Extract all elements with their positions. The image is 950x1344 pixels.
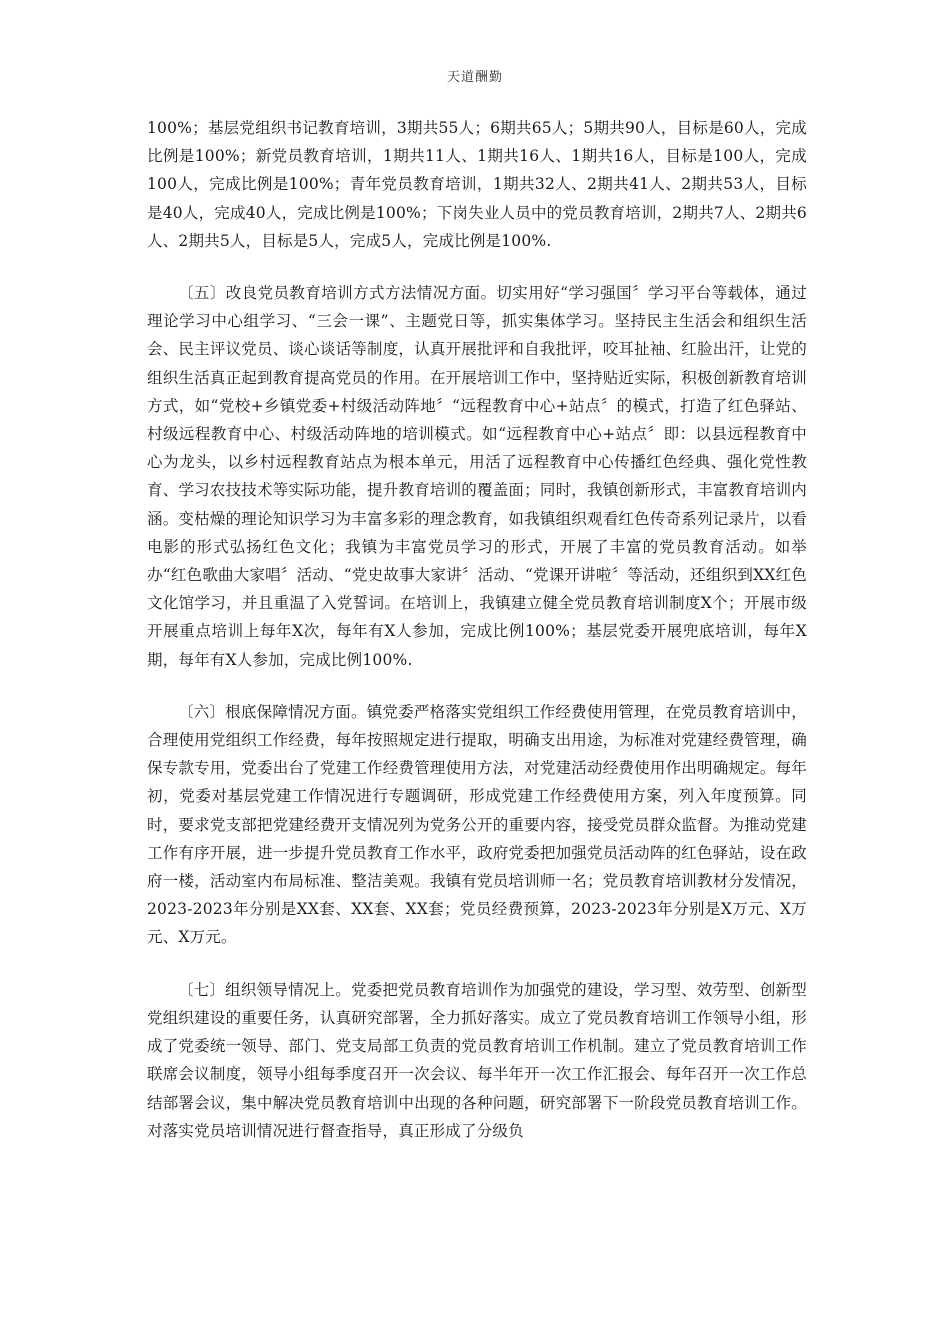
paragraph-training-statistics: 100%；基层党组织书记教育培训，3期共55人；6期共65人；5期共90人，目标是60人，完成比例是100%；新党员教育培训，1期共11人、1期共16人、1期共16人，目标是100人，完成100人，完成比例是100%；青年党员教育培训，1期共32人、2期共41人、2期共53人，目标是40人，完成40人，完成比例是100%；下岗失业人员中的党员教育培训，2期共7人、2期共6人、2期共5人，目标是5人，完成5人，完成比例是100%. xyxy=(147,119,807,250)
paragraph-section-5-training-methods: 〔五〕改良党员教育培训方式方法情况方面。切实用好“学习强国〞学习平台等载体，通过理论学习中心组学习、“三会一课”、主题党日等，抓实集体学习。坚持民主生活会和组织生活会、民主评议党员、谈心谈话等制度，认真开展批评和自我批评，咬耳扯袖、红脸出汗，让党的组织生活真正起到教育提高党员的作用。在开展培训工作中，坚持贴近实际，积极创新教育培训方式，如“党校+乡镇党委+村级活动阵地〞“远程教育中心+站点〞的模式，打造了红色驿站、村级远程教育中心、村级活动阵地的培训模式。如“远程教育中心+站点〞即：以县远程教育中心为龙头，以乡村远程教育站点为根本单元，用活了远程教育中心传播红色经典、强化党性教育、学习农技技术等实际功能，提升教育培训的覆盖面；同时，我镇创新形式，丰富教育培训内涵。变枯燥的理论知识学习为丰富多彩的理念教育，如我镇组织观看红色传奇系列记录片，以看电影的形式弘扬红色文化；我镇为丰富党员学习的形式，开展了丰富的党员教育活动。如举办“红色歌曲大家唱〞活动、“党史故事大家讲〞活动、“党课开讲啦〞等活动，还组织到XX红色文化馆学习，并且重温了入党誓词。在培训上，我镇建立健全党员教育培训制度X个；开展市级开展重点培训上每年X次，每年有X人参加，完成比例100%；基层党委开展兜底培训，每年X期，每年有X人参加，完成比例100%. xyxy=(147,284,807,669)
document-body xyxy=(147,114,807,1169)
paragraph-section-6-basic-guarantee: 〔六〕根底保障情况方面。镇党委严格落实党组织工作经费使用管理，在党员教育培训中，合理使用党组织工作经费，每年按照规定进行提取，明确支出用途，为标准对党建经费管理，确保专款专用，党委出台了党建工作经费管理使用方法，对党建活动经费使用作出明确规定。每年初，党委对基层党建工作情况进行专题调研，形成党建工作经费使用方案，列入年度预算。同时，要求党支部把党建经费开支情况列为党务公开的重要内容，接受党员群众监督。为推动党建工作有序开展，进一步提升党员教育工作水平，政府党委把加强党员活动阵的红色驿站，设在政府一楼，活动室内布局标准、整洁美观。我镇有党员培训师一名；党员教育培训教材分发情况，2023-2023年分别是XX套、XX套、XX套；党员经费预算，2023-2023年分别是X万元、X万元、X万元。 xyxy=(147,702,807,947)
paragraph-section-7-organizational-leadership: 〔七〕组织领导情况上。党委把党员教育培训作为加强党的建设，学习型、效劳型、创新型党组织建设的重要任务，认真研究部署，全力抓好落实。成立了党员教育培训工作领导小组，形成了党委统一领导、部门、党支局部工负责的党员教育培训工作机制。建立了党员教育培训工作联席会议制度，领导小组每季度召开一次会议、每半年开一次工作汇报会、每年召开一次工作总结部署会议，集中解决党员教育培训中出现的各种问题，研究部署下一阶段党员教育培训工作。对落实党员培训情况进行督查指导，真正形成了分级负 xyxy=(147,980,807,1140)
page-header: 天道酬勤 xyxy=(446,70,503,85)
